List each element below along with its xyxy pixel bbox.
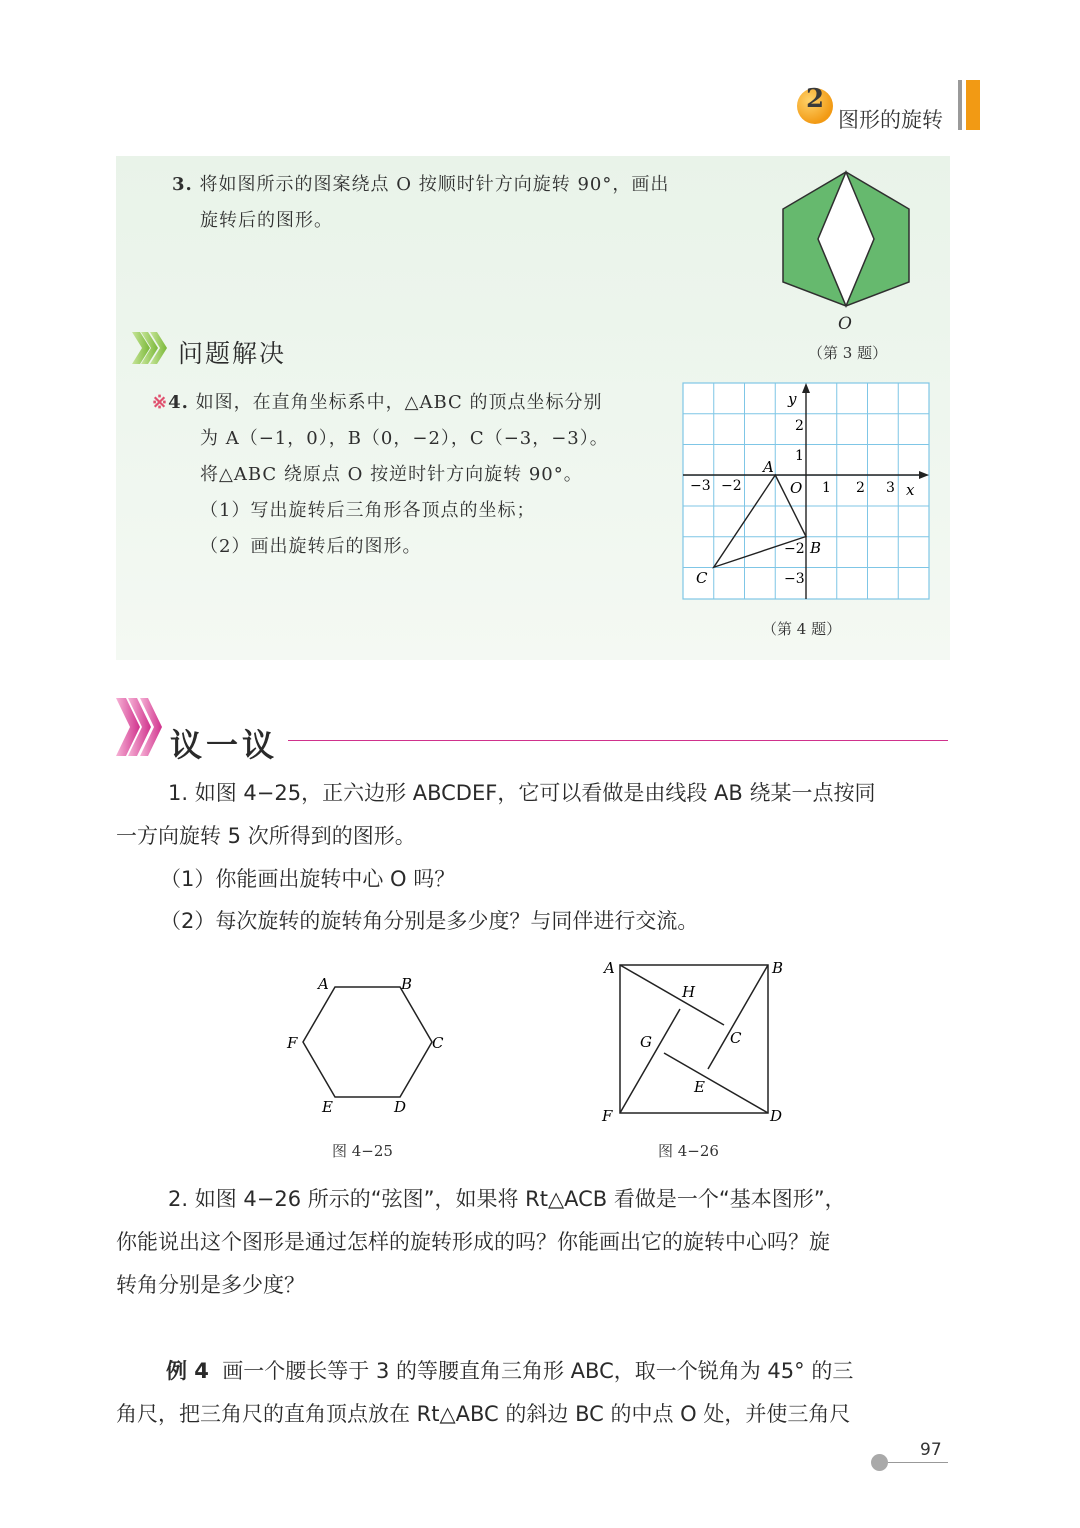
chord-label-e: E <box>694 1078 705 1096</box>
exercise3-caption: （第 3 题） <box>808 344 888 362</box>
x-axis-label: x <box>906 481 915 499</box>
hex-label-c: C <box>432 1034 444 1052</box>
q2-line2: 你能说出这个图形是通过怎样的旋转形成的吗？你能画出它的旋转中心吗？旋 <box>116 1230 830 1254</box>
q1-line2: 一方向旋转 5 次所得到的图形。 <box>116 824 416 848</box>
header-bar-orange <box>966 80 980 130</box>
hex-label-e: E <box>322 1098 333 1116</box>
origin-label: O <box>790 479 803 497</box>
chord-label-h: H <box>682 983 696 1001</box>
q2-line3: 转角分别是多少度？ <box>116 1273 305 1297</box>
page-rule <box>888 1462 948 1463</box>
exercise4-line2: 为 A（−1，0），B（0，−2），C（−3，−3）。 <box>200 428 609 449</box>
exercise4-line1: ※4. 如图，在直角坐标系中，△ABC 的顶点坐标分别 <box>152 392 603 413</box>
exercise4-number: ※4. <box>152 392 189 413</box>
y-axis-label: y <box>788 390 797 408</box>
figure-4-25-caption: 图 4−25 <box>332 1142 393 1160</box>
chevron-arrows-icon <box>116 696 168 758</box>
chapter-number: 2 <box>805 84 825 114</box>
exercise4-line3: 将△ABC 绕原点 O 按逆时针方向旋转 90°。 <box>200 464 583 485</box>
example4-label: 例 4 <box>166 1359 209 1383</box>
hex-label-a: A <box>318 975 329 993</box>
page-number: 97 <box>920 1440 942 1460</box>
exercise3-point-o: O <box>838 314 852 334</box>
exercise3-line1: 3. 将如图所示的图案绕点 O 按顺时针方向旋转 90°，画出 <box>172 174 670 195</box>
figure-4-26-chord-diagram <box>596 955 796 1127</box>
point-c-label: C <box>696 569 708 587</box>
y-tick-label: −3 <box>784 571 805 587</box>
q1-line1: 1. 如图 4−25，正六边形 ABCDEF，它可以看做是由线段 AB 绕某一点按同 <box>168 781 876 805</box>
x-tick-label: −3 <box>690 478 711 494</box>
chord-label-a: A <box>604 959 615 977</box>
page-dot-icon <box>871 1454 888 1471</box>
example4-line2: 角尺，把三角尺的直角顶点放在 Rt△ABC 的斜边 BC 的中点 O 处，并使三角尺 <box>116 1402 851 1426</box>
section-title-discuss: 议一议 <box>170 726 279 764</box>
example4-line1: 例 4 画一个腰长等于 3 的等腰直角三角形 ABC，取一个锐角为 45° 的三 <box>166 1359 854 1383</box>
header-bar-gray <box>958 80 962 130</box>
x-tick-label: −2 <box>721 478 742 494</box>
figure-4-26-caption: 图 4−26 <box>658 1142 719 1160</box>
chord-label-g: G <box>640 1033 652 1051</box>
y-tick-label: 2 <box>795 418 804 434</box>
exercise4-caption: （第 4 题） <box>762 620 842 638</box>
chord-label-f: F <box>602 1107 613 1125</box>
exercise4-grid-figure <box>680 380 934 604</box>
chevron-arrows-icon <box>132 330 176 366</box>
figure-4-25-hexagon <box>284 966 454 1120</box>
chapter-title: 图形的旋转 <box>838 108 943 132</box>
q1-sub1: （1）你能画出旋转中心 O 吗？ <box>160 867 456 891</box>
hex-label-f: F <box>287 1034 298 1052</box>
hex-label-b: B <box>401 975 413 993</box>
chord-label-b: B <box>772 959 784 977</box>
y-tick-label: −2 <box>784 541 805 557</box>
section-rule <box>288 740 948 741</box>
point-b-label: B <box>810 539 822 557</box>
chord-label-c: C <box>730 1029 742 1047</box>
q2-line1: 2. 如图 4−26 所示的“弦图”，如果将 Rt△ACB 看做是一个“基本图形”， <box>168 1187 846 1211</box>
exercise3-number: 3. <box>172 174 193 195</box>
x-tick-label: 1 <box>822 480 831 496</box>
hex-label-d: D <box>394 1098 407 1116</box>
exercise3-figure <box>780 165 920 315</box>
q1-sub2: （2）每次旋转的旋转角分别是多少度？与同伴进行交流。 <box>160 909 699 933</box>
chord-label-d: D <box>770 1107 783 1125</box>
exercise4-line5: （2）画出旋转后的图形。 <box>200 536 422 557</box>
exercise3-line2: 旋转后的图形。 <box>200 210 333 231</box>
y-tick-label: 1 <box>795 448 804 464</box>
section-title-problem-solving: 问题解决 <box>178 339 287 368</box>
x-tick-label: 3 <box>886 480 895 496</box>
x-tick-label: 2 <box>856 480 865 496</box>
point-a-label: A <box>763 458 774 476</box>
exercise4-line4: （1）写出旋转后三角形各顶点的坐标； <box>200 500 536 521</box>
